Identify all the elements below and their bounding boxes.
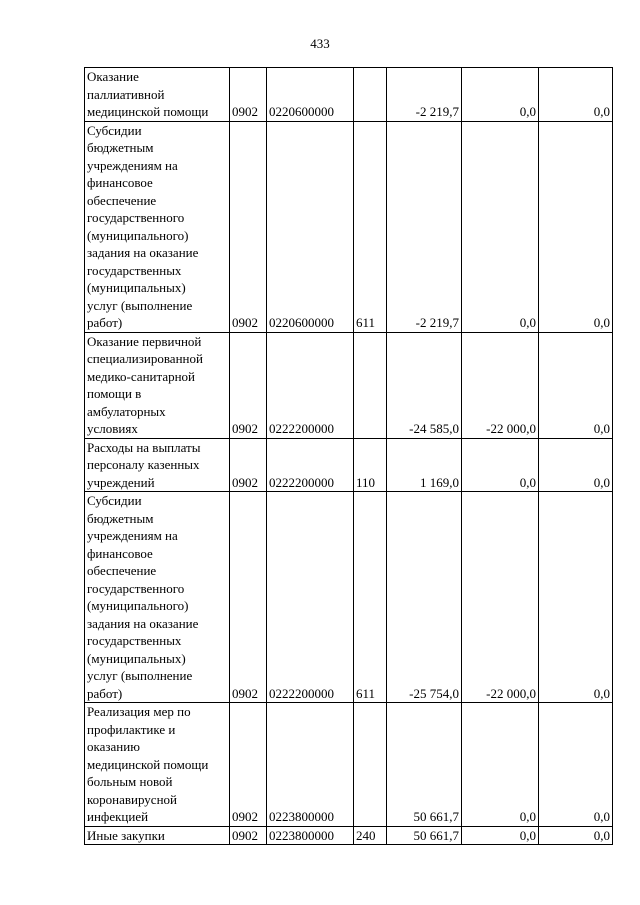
amount-1-cell: 50 661,7	[387, 703, 462, 827]
section-code-cell: 0902	[230, 438, 267, 492]
amount-2-cell: 0,0	[462, 121, 539, 332]
target-code-cell: 0223800000	[267, 703, 354, 827]
table-row	[85, 68, 613, 122]
target-code-cell: 0220600000	[267, 68, 354, 122]
amount-3-cell: 0,0	[539, 121, 613, 332]
section-code-cell: 0902	[230, 121, 267, 332]
amount-3-cell: 0,0	[539, 438, 613, 492]
amount-1-cell: -24 585,0	[387, 332, 462, 438]
budget-table	[84, 67, 613, 845]
expense-type-cell	[354, 332, 387, 438]
table-row	[85, 826, 613, 845]
row-name-cell: Оказание паллиативной медицинской помощи	[85, 68, 230, 122]
amount-2-cell: -22 000,0	[462, 492, 539, 703]
amount-2-cell: -22 000,0	[462, 332, 539, 438]
table-row	[85, 121, 613, 332]
expense-type-cell: 240	[354, 826, 387, 845]
expense-type-cell	[354, 68, 387, 122]
target-code-cell: 0222200000	[267, 438, 354, 492]
row-name-cell: Реализация мер по профилактике и оказанию медицинской помощи больным новой коронавирусной инфекцией	[85, 703, 230, 827]
target-code-cell: 0223800000	[267, 826, 354, 845]
section-code-cell: 0902	[230, 826, 267, 845]
section-code-cell: 0902	[230, 332, 267, 438]
amount-3-cell: 0,0	[539, 332, 613, 438]
target-code-cell: 0222200000	[267, 492, 354, 703]
amount-2-cell: 0,0	[462, 68, 539, 122]
amount-3-cell: 0,0	[539, 492, 613, 703]
amount-2-cell: 0,0	[462, 826, 539, 845]
row-name-cell: Иные закупки	[85, 826, 230, 845]
amount-1-cell: 1 169,0	[387, 438, 462, 492]
amount-3-cell: 0,0	[539, 826, 613, 845]
amount-1-cell: 50 661,7	[387, 826, 462, 845]
row-name-cell: Субсидии бюджетным учреждениям на финансовое обеспечение государственного (муниципального) задания на оказание государственных (муниципальных) услуг (выполнение работ)	[85, 492, 230, 703]
amount-3-cell: 0,0	[539, 68, 613, 122]
table-row	[85, 438, 613, 492]
amount-2-cell: 0,0	[462, 438, 539, 492]
expense-type-cell: 110	[354, 438, 387, 492]
section-code-cell: 0902	[230, 68, 267, 122]
expense-type-cell: 611	[354, 492, 387, 703]
amount-1-cell: -2 219,7	[387, 68, 462, 122]
section-code-cell: 0902	[230, 703, 267, 827]
page-number: 433	[310, 36, 330, 51]
table-row	[85, 703, 613, 827]
section-code-cell: 0902	[230, 492, 267, 703]
expense-type-cell	[354, 703, 387, 827]
amount-2-cell: 0,0	[462, 703, 539, 827]
expense-type-cell: 611	[354, 121, 387, 332]
table-row	[85, 492, 613, 703]
target-code-cell: 0222200000	[267, 332, 354, 438]
amount-3-cell: 0,0	[539, 703, 613, 827]
amount-1-cell: -2 219,7	[387, 121, 462, 332]
amount-1-cell: -25 754,0	[387, 492, 462, 703]
table-row	[85, 332, 613, 438]
row-name-cell: Оказание первичной специализированной медико-санитарной помощи в амбулаторных условиях	[85, 332, 230, 438]
target-code-cell: 0220600000	[267, 121, 354, 332]
row-name-cell: Субсидии бюджетным учреждениям на финансовое обеспечение государственного (муниципального) задания на оказание государственных (муниципальных) услуг (выполнение работ)	[85, 121, 230, 332]
row-name-cell: Расходы на выплаты персоналу казенных учреждений	[85, 438, 230, 492]
